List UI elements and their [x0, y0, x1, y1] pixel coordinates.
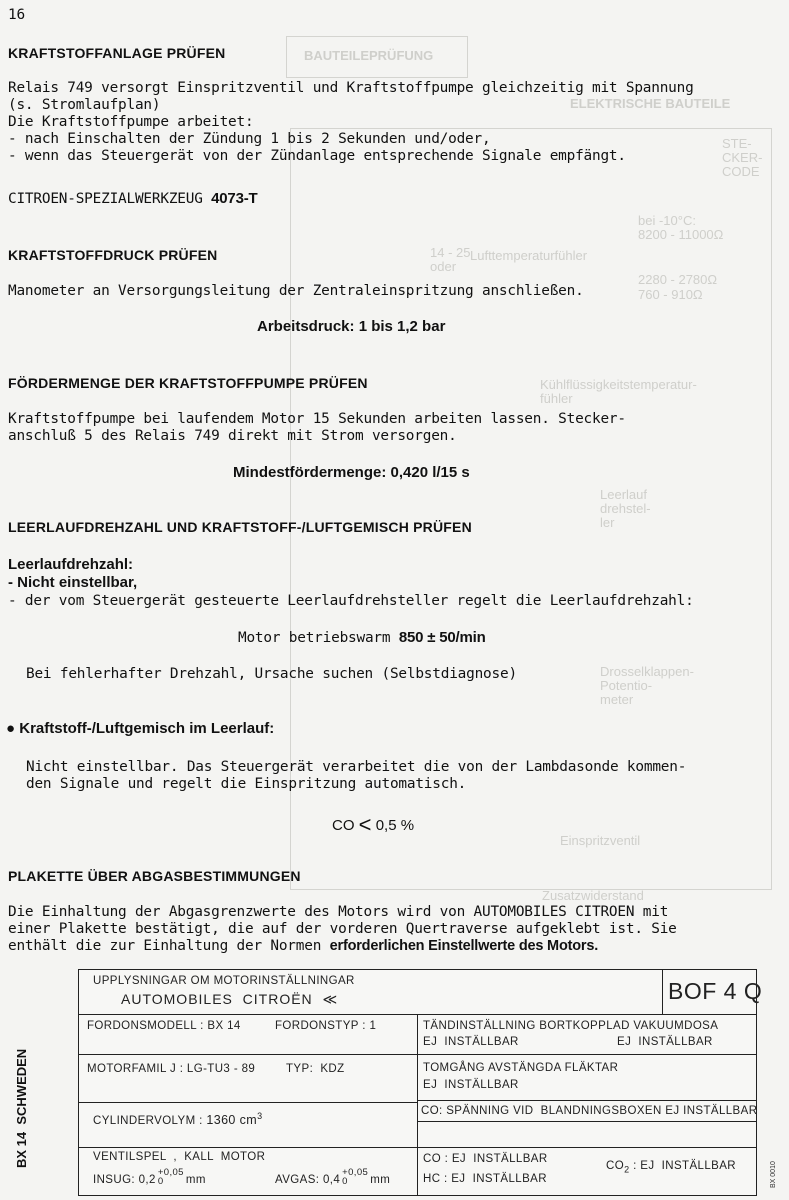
ghost-t9: Zusatzwiderstand [542, 888, 644, 903]
bullet-dot-icon: ● [6, 720, 16, 737]
s1-line-4: - nach Einschalten der Zündung 1 bis 2 Sekunden und/oder, [8, 131, 491, 147]
page-number: 16 [8, 7, 25, 23]
insug-tol-lo: 0 [157, 1176, 164, 1187]
fordonsmodell [87, 1020, 241, 1032]
s2-line: Manometer an Versorgungsleitung der Zentraleinspritzung anschließen. [8, 283, 584, 299]
ventilspel-label: VENTILSPEL , KALL MOTOR [93, 1151, 266, 1163]
s1-line-1: Relais 749 versorgt Einspritzventil und Kraftstoffpumpe gleichzeitig mit Spannung [8, 80, 694, 96]
motor-typ: TYP: KDZ [286, 1063, 345, 1075]
cylindervolym [93, 1111, 263, 1127]
insug-tol-hi: +0,05 [157, 1167, 184, 1178]
tandinstallning-label: TÄNDINSTÄLLNING BORTKOPPLAD VAKUUMDOSA [423, 1020, 719, 1032]
gemisch-heading-line [6, 720, 274, 737]
co2-label: CO [606, 1160, 625, 1172]
co2-sub: 2 [624, 1164, 630, 1175]
avgas-tol-lo: 0 [342, 1176, 348, 1187]
mindestfoerdermenge-value: Mindestfördermenge: 0,420 l/15 s [233, 464, 470, 481]
s5-line-2: einer Plakette bestätigt, die auf der vorderen Quertraverse aufgeklebt ist. Sie [8, 921, 677, 937]
tomgang-value: EJ INSTÄLLBAR [423, 1079, 519, 1091]
plate-rule-1b [662, 1014, 756, 1015]
s5-line-1: Die Einhaltung der Abgasgrenzwerte des Motors wird von AUTOMOBILES CITROEN mit [8, 904, 669, 920]
leerlauf-bullet-2: - der vom Steuergerät gesteuerte Leerlaufdrehsteller regelt die Leerlaufdrehzahl: [8, 593, 694, 609]
gemisch-line-1: Nicht einstellbar. Das Steuergerät verarbeitet die von der Lambdasonde kommen- [26, 759, 687, 775]
tomgang-label: TOMGÅNG AVSTÄNGDA FLÄKTAR [423, 1062, 619, 1074]
section-heading-foerdermenge: FÖRDERMENGE DER KRAFTSTOFFPUMPE PRÜFEN [8, 375, 368, 391]
arbeitsdruck-value: Arbeitsdruck: 1 bis 1,2 bar [257, 318, 446, 335]
avgas-unit: mm [370, 1174, 391, 1187]
plate-maker-name: AUTOMOBILES CITROËN [121, 991, 313, 1007]
ghost-t4: 2280 - 2780Ω 760 - 910Ω [638, 272, 718, 302]
co-limit [332, 810, 414, 836]
co2-value: : EJ INSTÄLLBAR [629, 1160, 736, 1172]
s1-line-5: - wenn das Steuergerät von der Zündanlage entsprechende Signale empfängt. [8, 148, 626, 164]
motor-betriebswarm-line [238, 629, 486, 646]
cylindervolym-exp: 3 [257, 1111, 263, 1121]
fordonsmodell-label: FORDONSMODELL : [87, 1020, 204, 1032]
s1-line-3: Die Kraftstoffpumpe arbeitet: [8, 114, 254, 130]
avgas-label: AVGAS: [275, 1174, 320, 1187]
ghost-subtitle: ELEKTRISCHE BAUTEILE [570, 96, 731, 111]
ghost-t6: Leerlauf drehstel- ler [600, 487, 651, 530]
side-label-bx14-schweden: BX 14 SCHWEDEN [14, 1048, 29, 1168]
ghost-t2: Lufttemperaturfühler [470, 248, 588, 263]
section-heading-plakette: PLAKETTE ÜBER ABGASBESTIMMUNGEN [8, 868, 301, 884]
s1-line-2: (s. Stromlaufplan) [8, 97, 161, 113]
special-tool-number: 4073-T [211, 190, 258, 207]
ghost-stecker: STE- CKER- CODE [722, 136, 763, 179]
insug-value: 0,2 [138, 1174, 156, 1187]
plate-rule-3 [417, 1100, 756, 1101]
ghost-t1: bei -10°C: 8200 - 11000Ω [638, 213, 724, 242]
plate-header: UPPLYSNINGAR OM MOTORINSTÄLLNINGAR [93, 975, 355, 987]
special-tool-line [8, 190, 257, 207]
plate-rule-4 [417, 1121, 756, 1122]
ghost-title: BAUTEILEPRÜFUNG [304, 48, 434, 63]
plate-code-divider [662, 970, 663, 1014]
avgas-tol-hi: +0,05 [342, 1167, 369, 1178]
avgas [275, 1167, 391, 1189]
tandinstallning-value-2: EJ INSTÄLLBAR [617, 1036, 713, 1048]
special-tool-label: CITROEN-SPEZIALWERKZEUG [8, 191, 212, 207]
selbstdiagnose-note: Bei fehlerhafter Drehzahl, Ursache suchen (Selbstdiagnose) [26, 666, 517, 682]
motorfamilj: MOTORFAMIL J : LG-TU3 - 89 [87, 1063, 256, 1075]
s5-line-3-prefix: enthält die zur Einhaltung der Normen [8, 938, 330, 954]
insug-label: INSUG: [93, 1174, 136, 1187]
section-heading-kraftstoffdruck: KRAFTSTOFFDRUCK PRÜFEN [8, 247, 218, 263]
plate-rule-2 [79, 1054, 756, 1055]
s3-line-2: anschluß 5 des Relais 749 direkt mit Strom versorgen. [8, 428, 457, 444]
section-heading-leerlaufdrehzahl: LEERLAUFDREHZAHL UND KRAFTSTOFF-/LUFTGEMISCH PRÜFEN [8, 519, 472, 535]
cylindervolym-value: 1360 cm [206, 1112, 258, 1127]
ghost-t5: Kühlflüssigkeitstemperatur- fühler [540, 377, 697, 406]
insug-unit: mm [185, 1174, 206, 1187]
co-spanning: CO: SPÄNNING VID BLANDNINGSBOXEN EJ INSTÄLLBAR [421, 1105, 758, 1117]
tandinstallning-value-1: EJ INSTÄLLBAR [423, 1036, 519, 1048]
s5-line-3 [8, 938, 598, 955]
leerlauf-bullet-1: - Nicht einstellbar, [8, 574, 138, 591]
leerlaufdrehzahl-subheading: Leerlaufdrehzahl: [8, 556, 134, 573]
fordonsmodell-value: BX 14 [207, 1020, 241, 1032]
insug [93, 1167, 206, 1189]
co-value: CO : EJ INSTÄLLBAR [423, 1153, 548, 1165]
leerlaufdrehzahl-value: 850 ± 50/min [398, 629, 486, 646]
ghost-t8: Einspritzventil [560, 833, 641, 848]
avgas-value: 0,4 [322, 1174, 341, 1187]
motor-betriebswarm-label: Motor betriebswarm [238, 630, 399, 646]
gemisch-heading: Kraftstoff-/Luftgemisch im Leerlauf: [19, 720, 275, 737]
ghost-t3: 14 - 25 oder [430, 245, 471, 274]
gemisch-line-2: den Signale und regelt die Einspritzung automatisch. [26, 776, 467, 792]
plate-code: BOF 4 Q [668, 978, 763, 1004]
plate-rule-1 [79, 1014, 662, 1015]
less-than-sign: < [358, 812, 372, 837]
plate-rule-3b [79, 1102, 417, 1103]
section-heading-kraftstoffanlage: KRAFTSTOFFANLAGE PRÜFEN [8, 45, 226, 61]
plate-maker [121, 991, 338, 1008]
ghost-t7: Drosselklappen- Potentio- meter [600, 664, 694, 707]
plate-center-divider [417, 1014, 418, 1195]
cylindervolym-label: CYLINDERVOLYM : [93, 1114, 203, 1127]
hc-value: HC : EJ INSTÄLLBAR [423, 1173, 547, 1185]
co2 [606, 1160, 736, 1174]
citroen-chevrons-icon: ≪ [322, 991, 339, 1007]
plate-rule-5 [79, 1147, 756, 1148]
s5-line-3-bold: erforderlichen Einstellwerte des Motors. [329, 938, 599, 954]
emission-plate [78, 969, 763, 1196]
side-code: BX 0010 [770, 1161, 777, 1188]
s3-line-1: Kraftstoffpumpe bei laufendem Motor 15 Sekunden arbeiten lassen. Stecker- [8, 411, 626, 427]
co-value: 0,5 % [375, 817, 415, 834]
fordonstyp: FORDONSTYP : 1 [275, 1020, 377, 1032]
co-label: CO [332, 817, 355, 834]
